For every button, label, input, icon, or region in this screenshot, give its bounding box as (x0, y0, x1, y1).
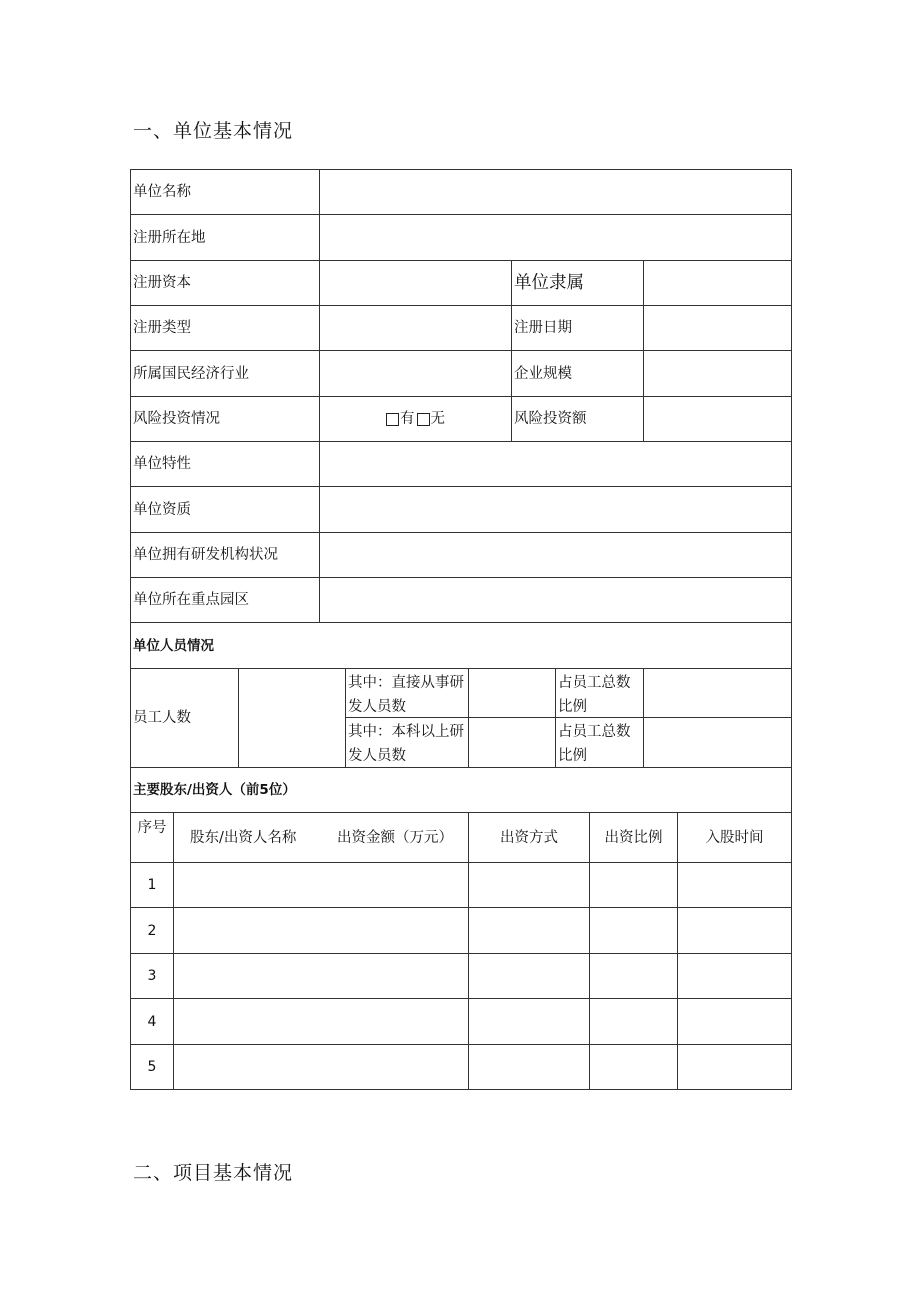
grid-line (791, 169, 792, 1090)
field-shareholder-time[interactable] (678, 863, 791, 907)
field-rd-bachelor[interactable] (469, 718, 555, 767)
field-shareholder-name[interactable] (174, 863, 468, 907)
field-shareholder-time[interactable] (678, 1045, 791, 1089)
header-ratio: 出资比例 (604, 829, 663, 846)
vc-yes-label: 有 (400, 411, 415, 427)
field-reg-type[interactable] (320, 306, 511, 350)
grid-line (130, 1089, 792, 1090)
field-scale[interactable] (644, 351, 791, 396)
field-reg-location[interactable] (320, 215, 791, 260)
row-seq: 3 (147, 968, 157, 984)
field-shareholder-time[interactable] (678, 954, 791, 998)
field-employees[interactable] (239, 669, 345, 767)
field-ratio-rd-bachelor[interactable] (644, 718, 791, 767)
vc-options (320, 397, 511, 441)
header-amount: 出资金额（万元） (337, 829, 453, 846)
field-vc-amount[interactable] (644, 397, 791, 441)
field-shareholder-ratio[interactable] (590, 1045, 677, 1089)
field-shareholder-time[interactable] (678, 999, 791, 1044)
label-rd-bachelor: 其中：本科以上研发人员数 (348, 724, 464, 764)
label-affiliation: 单位隶属 (514, 273, 584, 293)
field-characteristics[interactable] (320, 442, 791, 486)
field-shareholder-name[interactable] (174, 1045, 468, 1089)
section-title-unit-basic: 一、单位基本情况 (133, 120, 294, 142)
field-reg-capital[interactable] (320, 261, 511, 305)
field-shareholder-method[interactable] (469, 1045, 589, 1089)
field-industry[interactable] (320, 351, 511, 396)
vc-no-label: 无 (430, 411, 445, 427)
label-reg-capital: 注册资本 (133, 275, 191, 291)
field-shareholder-name[interactable] (174, 954, 468, 998)
field-unit-name[interactable] (320, 170, 791, 214)
field-shareholder-time[interactable] (678, 908, 791, 953)
field-shareholder-method[interactable] (469, 954, 589, 998)
personnel-section-title: 单位人员情况 (133, 637, 214, 654)
field-shareholder-method[interactable] (469, 863, 589, 907)
label-ratio-rd-bachelor: 占员工总数比例 (558, 724, 631, 764)
label-industry: 所属国民经济行业 (133, 365, 249, 382)
field-qualification[interactable] (320, 487, 791, 532)
field-rd-institutions[interactable] (320, 533, 791, 577)
row-seq: 2 (147, 922, 157, 939)
header-method: 出资方式 (500, 829, 558, 846)
field-shareholder-ratio[interactable] (590, 863, 677, 907)
label-reg-date: 注册日期 (514, 320, 572, 336)
field-shareholder-name[interactable] (174, 999, 468, 1044)
label-vc-amount: 风险投资额 (514, 411, 587, 427)
header-time: 入股时间 (705, 829, 764, 846)
field-shareholder-name[interactable] (174, 908, 468, 953)
field-ratio-rd-direct[interactable] (644, 669, 791, 717)
row-seq: 4 (147, 1013, 157, 1030)
label-qualification: 单位资质 (133, 501, 191, 518)
checkbox-vc-no[interactable] (417, 413, 430, 426)
header-seq: 序号 (137, 820, 167, 836)
header-name: 股东/出资人名称 (190, 829, 297, 846)
field-shareholder-ratio[interactable] (590, 954, 677, 998)
shareholders-section-title: 主要股东/出资人（前5位） (133, 782, 296, 798)
field-shareholder-method[interactable] (469, 999, 589, 1044)
checkbox-vc-yes[interactable] (386, 413, 399, 426)
label-employees: 员工人数 (133, 710, 191, 726)
field-shareholder-method[interactable] (469, 908, 589, 953)
label-unit-name: 单位名称 (133, 184, 191, 200)
label-vc-status: 风险投资情况 (133, 411, 220, 427)
field-shareholder-ratio[interactable] (590, 999, 677, 1044)
field-key-park[interactable] (320, 578, 791, 622)
field-reg-date[interactable] (644, 306, 791, 350)
row-seq: 5 (147, 1059, 157, 1075)
label-scale: 企业规模 (514, 365, 572, 382)
field-rd-direct[interactable] (469, 669, 555, 717)
label-reg-location: 注册所在地 (133, 229, 206, 246)
label-rd-direct: 其中：直接从事研发人员数 (348, 675, 464, 715)
label-key-park: 单位所在重点园区 (133, 592, 249, 608)
label-characteristics: 单位特性 (133, 456, 191, 472)
field-shareholder-ratio[interactable] (590, 908, 677, 953)
label-rd-institutions: 单位拥有研发机构状况 (133, 547, 278, 563)
label-reg-type: 注册类型 (133, 320, 191, 336)
row-seq: 1 (147, 877, 157, 893)
label-ratio-rd-direct: 占员工总数比例 (558, 675, 631, 715)
field-affiliation[interactable] (644, 261, 791, 305)
section-title-project-basic: 二、项目基本情况 (133, 1162, 294, 1184)
